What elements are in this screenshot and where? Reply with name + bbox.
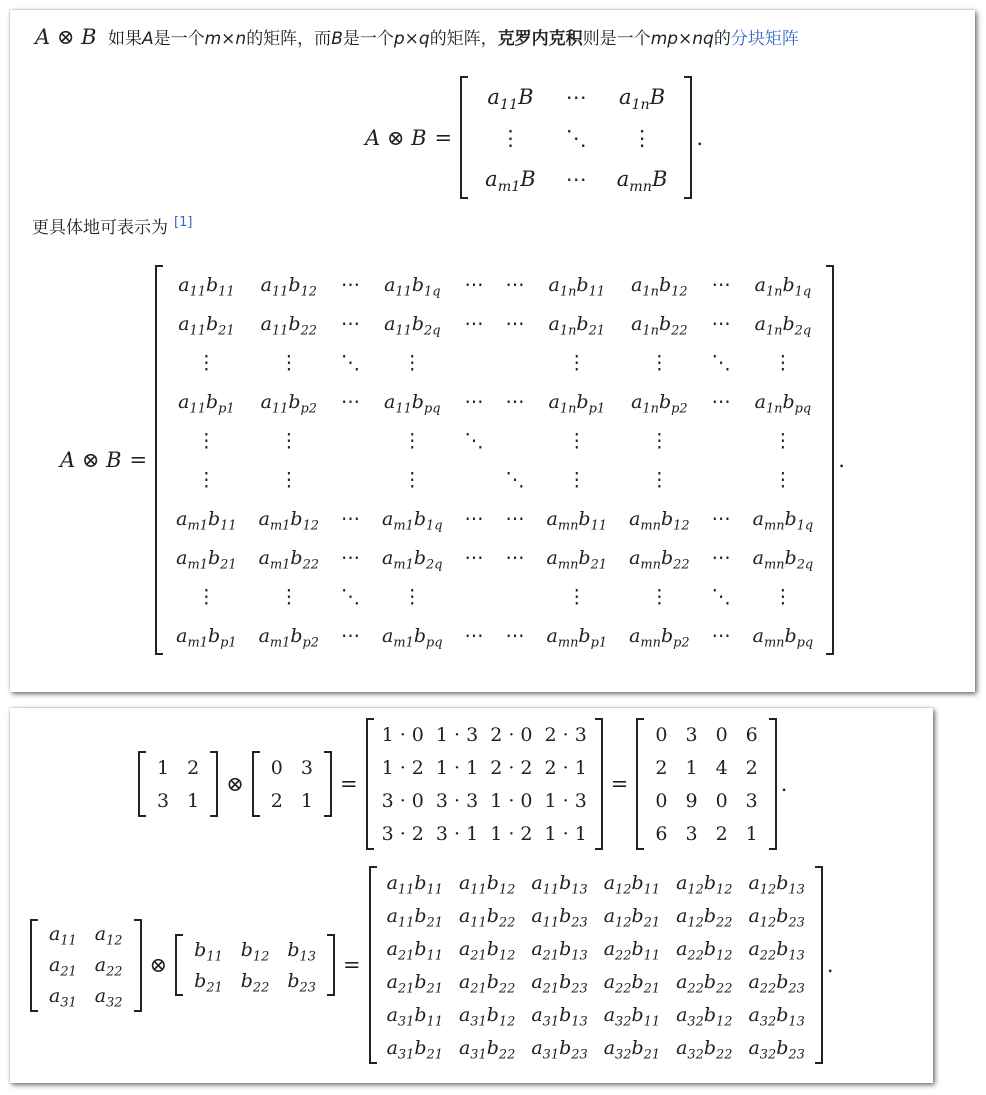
matrix-cell: $b_{12}$ <box>240 938 270 965</box>
matrix-cell: $a_{22}b_{21}$ <box>603 970 661 997</box>
intro-text: 的 <box>713 29 731 49</box>
matrix-cell: ⋯ <box>505 624 525 647</box>
matrix-cell: 6 <box>655 822 668 845</box>
matrix-cell: $a_{m1}b_{1q}$ <box>382 507 443 534</box>
matrix-cell: $a_{1n}b_{22}$ <box>631 312 688 339</box>
matrix-cell: 1 · 1 <box>544 822 587 845</box>
matrix-cell: 3 · 1 <box>435 822 479 845</box>
equation-period: . <box>826 953 834 977</box>
matrix-cell: $a_{mn}b_{22}$ <box>629 546 690 573</box>
matrix-cell: 3 · 0 <box>381 789 424 812</box>
matrix-cell: ⋯ <box>464 546 484 569</box>
matrix-cell: $a_{m1}b_{21}$ <box>176 546 237 573</box>
matrix-cell: 1 · 2 <box>490 822 533 845</box>
matrix-cell: ⋮ <box>649 429 669 452</box>
matrix-cell: 0 <box>270 756 283 779</box>
matrix-cell: 6 <box>745 723 758 746</box>
matrix-cell: $a_{mn}b_{11}$ <box>546 507 608 534</box>
matrix-cell: $a_{21}b_{13}$ <box>531 937 588 964</box>
matrix-cell: 2 · 1 <box>544 756 587 779</box>
matrix-cell: ⋮ <box>649 585 669 608</box>
matrix-cell: $a_{22}b_{13}$ <box>748 937 805 964</box>
symbolic-matrix-a <box>30 919 142 1012</box>
equation-lhs: A ⊗ B <box>60 448 122 472</box>
empty-cell <box>495 343 536 382</box>
matrix-cell: $a_{21}b_{23}$ <box>531 970 588 997</box>
symbolic-matrix-b <box>175 934 335 996</box>
matrix-cell: ⋯ <box>464 390 484 413</box>
kronecker-definition-card <box>10 10 975 692</box>
empty-cell <box>701 460 742 499</box>
matrix-cell: ⋱ <box>565 125 587 150</box>
matrix-cell: 2 <box>187 756 200 779</box>
matrix-cell: $b_{21}$ <box>194 969 223 996</box>
empty-cell <box>495 421 536 460</box>
empty-cell <box>454 577 495 616</box>
matrix-cell: ⋯ <box>505 312 525 335</box>
symbolic-example-equation <box>30 866 834 1064</box>
matrix-cell: ⋯ <box>565 166 587 191</box>
matrix-cell: $a_{32}b_{13}$ <box>748 1003 805 1030</box>
matrix-cell: 1 · 3 <box>435 723 479 746</box>
matrix-cell: $a_{11}b_{22}$ <box>260 312 317 339</box>
matrix-cell: ⋮ <box>773 429 793 452</box>
expanded-form-equation <box>60 265 845 655</box>
matrix-cell: 9 <box>685 789 698 812</box>
matrix-cell: $a_{32}b_{12}$ <box>676 1003 733 1030</box>
intro-text: 如果 <box>107 29 142 49</box>
matrix-cell: $a_{12}b_{12}$ <box>676 871 733 898</box>
matrix-cell: 3 · 2 <box>381 822 424 845</box>
matrix-cell: $a_{11}b_{21}$ <box>386 904 443 931</box>
matrix-cell: $a_{1n}b_{21}$ <box>548 312 606 339</box>
matrix-cell: 3 · 3 <box>435 789 479 812</box>
intro-text: 则是一个 <box>582 29 651 49</box>
equals-sign: = <box>129 448 148 472</box>
matrix-cell: 3 <box>157 789 170 812</box>
matrix-cell: ⋯ <box>711 273 731 296</box>
matrix-cell: ⋮ <box>649 351 669 374</box>
matrix-cell: $a_{m1}B$ <box>485 166 536 195</box>
matrix-cell: ⋯ <box>341 312 361 335</box>
matrix-cell: ⋯ <box>464 507 484 530</box>
matrix-cell: $a_{11}b_{pq}$ <box>384 390 441 417</box>
matrix-cell: ⋯ <box>505 546 525 569</box>
kronecker-operator: ⊗ <box>226 772 244 796</box>
matrix-cell: $a_{22}$ <box>94 954 123 980</box>
matrix-cell: ⋯ <box>711 312 731 335</box>
matrix-cell: $a_{12}b_{22}$ <box>676 904 733 931</box>
matrix-cell: $a_{1n}b_{12}$ <box>631 273 688 300</box>
matrix-cell: $a_{11}B$ <box>487 84 534 113</box>
matrix-cell: $a_{11}b_{11}$ <box>178 273 235 300</box>
intro-text: 的矩阵，而 <box>246 29 332 49</box>
empty-cell <box>330 460 371 499</box>
matrix-cell: 1 <box>685 756 698 779</box>
matrix-cell: 1 · 0 <box>381 723 424 746</box>
matrix-cell: 2 · 2 <box>490 756 533 779</box>
matrix-cell: ⋮ <box>402 429 422 452</box>
equation-lhs: A ⊗ B <box>365 125 427 150</box>
result-matrix <box>636 718 776 850</box>
intro-formula: A ⊗ B <box>35 25 97 49</box>
matrix-cell: $a_{m1}b_{pq}$ <box>382 624 443 651</box>
equals-sign: = <box>610 772 629 796</box>
matrix-cell: ⋯ <box>341 390 361 413</box>
matrix-cell: 1 <box>187 789 200 812</box>
matrix-cell: ⋯ <box>711 624 731 647</box>
intro-var-b: B <box>331 29 343 49</box>
empty-cell <box>701 421 742 460</box>
products-matrix <box>366 718 603 850</box>
example-matrix-a <box>138 751 218 817</box>
matrix-cell: ⋮ <box>567 429 587 452</box>
matrix-cell: $a_{31}$ <box>49 985 77 1011</box>
matrix-cell: $a_{1n}B$ <box>618 84 666 113</box>
matrix-cell: 3 <box>685 822 698 845</box>
equation-period: . <box>696 125 704 150</box>
intro-text: 是一个 <box>342 29 394 49</box>
matrix-cell: $a_{11}b_{13}$ <box>531 871 588 898</box>
matrix-cell: ⋯ <box>464 624 484 647</box>
empty-cell <box>454 460 495 499</box>
intro-dims-result: mp×nq <box>650 29 714 49</box>
matrix-cell: ⋮ <box>631 125 653 150</box>
matrix-cell: ⋱ <box>341 351 361 374</box>
matrix-cell: $a_{12}b_{21}$ <box>603 904 661 931</box>
matrix-cell: 1 <box>745 822 758 845</box>
matrix-cell: ⋮ <box>402 585 422 608</box>
matrix-cell: ⋯ <box>464 312 484 335</box>
matrix-cell: $a_{11}b_{11}$ <box>386 871 443 898</box>
matrix-cell: $a_{22}b_{22}$ <box>676 970 733 997</box>
matrix-cell: ⋮ <box>196 351 216 374</box>
matrix-cell: $a_{m1}b_{12}$ <box>258 507 319 534</box>
matrix-cell: 3 <box>745 789 758 812</box>
expanded-form-caption <box>32 213 192 238</box>
matrix-cell: $a_{12}b_{13}$ <box>748 871 805 898</box>
matrix-cell: ⋮ <box>649 468 669 491</box>
matrix-cell: ⋯ <box>711 546 731 569</box>
matrix-cell: $a_{11}$ <box>49 923 77 949</box>
matrix-cell: ⋮ <box>773 468 793 491</box>
matrix-cell: 4 <box>715 756 728 779</box>
matrix-cell: $b_{22}$ <box>240 969 270 996</box>
matrix-cell: $a_{mn}b_{2q}$ <box>752 546 814 573</box>
matrix-cell: 0 <box>655 789 668 812</box>
matrix-cell: $b_{11}$ <box>194 938 223 965</box>
matrix-cell: ⋯ <box>341 273 361 296</box>
matrix-cell: $a_{11}b_{p2}$ <box>260 390 318 417</box>
matrix-cell: $a_{m1}b_{11}$ <box>176 507 237 534</box>
matrix-cell: ⋯ <box>711 507 731 530</box>
matrix-cell: $a_{12}b_{23}$ <box>748 904 805 931</box>
matrix-cell: ⋮ <box>196 429 216 452</box>
symbolic-result-matrix <box>369 866 823 1064</box>
matrix-cell: $a_{11}b_{12}$ <box>458 871 516 898</box>
matrix-cell: $a_{12}b_{11}$ <box>603 871 661 898</box>
matrix-cell: 1 <box>157 756 170 779</box>
matrix-cell: ⋯ <box>341 624 361 647</box>
matrix-cell: $a_{m1}b_{p1}$ <box>176 624 237 651</box>
matrix-cell: $a_{11}b_{p1}$ <box>178 390 235 417</box>
matrix-cell: $a_{mn}b_{p1}$ <box>546 624 608 651</box>
matrix-cell: $a_{m1}b_{22}$ <box>258 546 319 573</box>
matrix-cell: $a_{22}b_{12}$ <box>676 937 733 964</box>
matrix-cell: ⋮ <box>773 585 793 608</box>
matrix-cell: $a_{mn}b_{p2}$ <box>629 624 690 651</box>
matrix-cell: $a_{m1}b_{p2}$ <box>258 624 320 651</box>
intro-text: 是一个 <box>153 29 205 49</box>
matrix-cell: $a_{mn}B$ <box>616 166 668 195</box>
matrix-cell: $a_{11}b_{21}$ <box>178 312 235 339</box>
matrix-cell: 0 <box>655 723 668 746</box>
matrix-cell: $a_{21}b_{22}$ <box>458 970 516 997</box>
matrix-cell: $a_{21}$ <box>49 954 77 980</box>
matrix-cell: $a_{31}b_{12}$ <box>458 1003 516 1030</box>
matrix-cell: ⋮ <box>279 351 299 374</box>
matrix-cell: ⋯ <box>505 273 525 296</box>
matrix-cell: ⋮ <box>499 125 521 150</box>
empty-cell <box>454 343 495 382</box>
intro-dims-a: m×n <box>204 29 247 49</box>
matrix-cell: 2 · 3 <box>544 723 587 746</box>
matrix-cell: $a_{11}b_{22}$ <box>458 904 516 931</box>
matrix-cell: $a_{1n}b_{11}$ <box>548 273 606 300</box>
matrix-cell: ⋮ <box>773 351 793 374</box>
kronecker-examples-card <box>10 708 933 1083</box>
matrix-cell: ⋱ <box>711 585 731 608</box>
intro-var-a: A <box>141 29 154 49</box>
empty-cell <box>330 421 371 460</box>
matrix-cell: $a_{21}b_{21}$ <box>386 970 443 997</box>
matrix-cell: $a_{1n}b_{2q}$ <box>754 312 812 339</box>
matrix-cell: $a_{1n}b_{p2}$ <box>631 390 688 417</box>
matrix-cell: $a_{mn}b_{pq}$ <box>752 624 814 651</box>
matrix-cell: ⋮ <box>402 468 422 491</box>
equals-sign: = <box>434 125 453 150</box>
matrix-cell: 2 <box>715 822 728 845</box>
matrix-cell: ⋯ <box>565 84 587 109</box>
expanded-matrix <box>155 265 834 655</box>
matrix-cell: ⋱ <box>505 468 525 491</box>
matrix-cell: $a_{11}b_{2q}$ <box>384 312 441 339</box>
matrix-cell: 2 · 0 <box>490 723 533 746</box>
matrix-cell: ⋮ <box>567 351 587 374</box>
matrix-cell: 1 · 1 <box>435 756 479 779</box>
example-matrix-b <box>252 751 332 817</box>
intro-dims-b: p×q <box>393 29 430 49</box>
matrix-cell: ⋯ <box>464 273 484 296</box>
caption-text: 更具体地可表示为 <box>32 218 168 238</box>
matrix-cell: ⋯ <box>505 390 525 413</box>
kronecker-operator: ⊗ <box>149 953 168 977</box>
intro-text: 的矩阵， <box>429 29 498 49</box>
kronecker-product-term: 克罗内克积 <box>497 29 583 49</box>
matrix-cell: $a_{32}b_{22}$ <box>676 1036 733 1063</box>
matrix-cell: $a_{31}b_{22}$ <box>458 1036 516 1063</box>
block-matrix-link[interactable]: 分块矩阵 <box>730 29 799 49</box>
matrix-cell: ⋱ <box>464 429 484 452</box>
matrix-cell: $b_{13}$ <box>287 938 316 965</box>
matrix-cell: ⋯ <box>341 507 361 530</box>
matrix-cell: $a_{m1}b_{2q}$ <box>382 546 443 573</box>
matrix-cell: $a_{12}$ <box>94 923 123 949</box>
matrix-cell: $a_{22}b_{23}$ <box>748 970 805 997</box>
matrix-cell: $a_{1n}b_{1q}$ <box>754 273 812 300</box>
matrix-cell: ⋮ <box>196 585 216 608</box>
matrix-cell: $a_{11}b_{23}$ <box>531 904 588 931</box>
matrix-cell: 1 · 0 <box>490 789 533 812</box>
block-form-equation <box>365 76 703 199</box>
matrix-cell: 1 <box>300 789 313 812</box>
matrix-cell: ⋮ <box>196 468 216 491</box>
matrix-cell: ⋱ <box>341 585 361 608</box>
matrix-cell: $a_{31}b_{13}$ <box>531 1003 588 1030</box>
matrix-cell: $a_{11}b_{1q}$ <box>384 273 441 300</box>
matrix-cell: ⋱ <box>711 351 731 374</box>
matrix-cell: 1 · 2 <box>381 756 424 779</box>
matrix-cell: $a_{32}b_{11}$ <box>603 1003 661 1030</box>
matrix-cell: 3 <box>685 723 698 746</box>
matrix-cell: $a_{31}b_{21}$ <box>386 1036 443 1063</box>
equation-period: . <box>780 772 788 796</box>
matrix-cell: $b_{23}$ <box>287 969 316 996</box>
reference-link[interactable]: [1] <box>174 215 193 231</box>
matrix-cell: ⋯ <box>505 507 525 530</box>
matrix-cell: $a_{32}b_{21}$ <box>603 1036 661 1063</box>
matrix-cell: $a_{31}b_{23}$ <box>531 1036 588 1063</box>
matrix-cell: 1 · 3 <box>544 789 587 812</box>
numeric-example-equation <box>138 718 787 850</box>
matrix-cell: 2 <box>270 789 283 812</box>
matrix-cell: ⋮ <box>567 585 587 608</box>
matrix-cell: $a_{21}b_{11}$ <box>386 937 443 964</box>
matrix-cell: 0 <box>715 723 728 746</box>
matrix-cell: 3 <box>300 756 313 779</box>
matrix-cell: $a_{mn}b_{21}$ <box>546 546 608 573</box>
matrix-cell: $a_{11}b_{12}$ <box>260 273 317 300</box>
matrix-cell: $a_{1n}b_{pq}$ <box>754 390 812 417</box>
matrix-cell: ⋯ <box>711 390 731 413</box>
matrix-cell: $a_{mn}b_{1q}$ <box>752 507 814 534</box>
matrix-cell: $a_{mn}b_{12}$ <box>629 507 690 534</box>
equals-sign: = <box>342 953 361 977</box>
matrix-cell: $a_{32}b_{23}$ <box>748 1036 805 1063</box>
matrix-cell: $a_{1n}b_{p1}$ <box>548 390 606 417</box>
matrix-cell: 2 <box>745 756 758 779</box>
matrix-cell: $a_{22}b_{11}$ <box>603 937 661 964</box>
equals-sign: = <box>339 772 358 796</box>
matrix-cell: $a_{32}$ <box>94 985 123 1011</box>
equation-period: . <box>838 448 845 472</box>
matrix-cell: 0 <box>715 789 728 812</box>
matrix-cell: $a_{31}b_{11}$ <box>386 1003 443 1030</box>
intro-sentence <box>35 24 799 49</box>
empty-cell <box>495 577 536 616</box>
matrix-cell: ⋮ <box>279 429 299 452</box>
matrix-cell: ⋮ <box>567 468 587 491</box>
matrix-cell: $a_{21}b_{12}$ <box>458 937 516 964</box>
matrix-cell: ⋮ <box>279 468 299 491</box>
matrix-cell: 2 <box>655 756 668 779</box>
matrix-cell: ⋮ <box>279 585 299 608</box>
block-matrix <box>460 76 692 199</box>
matrix-cell: ⋯ <box>341 546 361 569</box>
matrix-cell: ⋮ <box>402 351 422 374</box>
